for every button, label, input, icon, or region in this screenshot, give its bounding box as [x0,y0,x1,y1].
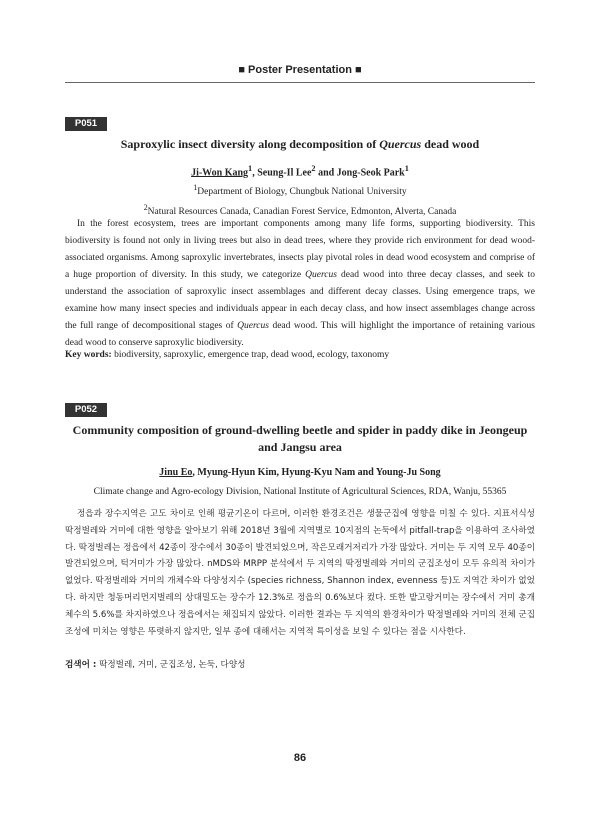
abstract-code-badge: P051 [65,117,107,131]
abstract-code-badge: P052 [65,403,107,417]
abstract-keywords: Key words: biodiversity, saproxylic, emergence trap, dead wood, ecology, taxonomy [65,350,390,360]
abstract-authors: Ji-Won Kang$^1$, Seung-Il Lee$^2$ and Jong-Seok Park$^1$ [191,164,409,179]
abstract-keywords: 검색어 : 딱정벌레, 거미, 군집조성, 논둑, 다양성 [65,660,246,670]
header-rule [65,82,535,83]
abstract-affiliation: Climate change and Agro-ecology Division, National Institute of Agricultural Sciences, RDA, Wanju, 55365 [93,487,507,497]
abstract-title: Saproxylic insect diversity along decomposition of Quercus dead wood [120,137,480,151]
abstract-authors: Jinu Eo, Myung-Hyun Kim, Hyung-Kyu Nam and Young-Ju Song [159,467,441,478]
page-number: 86 [293,752,307,764]
abstract-body: 정읍과 장수지역은 고도 차이로 인해 평균기온이 다르며, 이러한 환경조건은 생물군집에 영향을 미칠 수 있다. 지표서식성 딱정벌레와 거미에 대한 영향을 알아보기 위해 2018년 3월에 지역별로 10지점의 논둑에서 pitfall-trap을 이용하여 조사하였다. 딱정벌레는 정읍에서 42종이 장수에서 30종이 발견되었으며, 작은모래거저리가 가장 많았다. 거미는 두 지역 모두 40종이 발견되었으며, 턱거미가 가장 많았다. nMDS와 MRPP 분석에서 두 지역의 딱정벌레와 거미의 군집조성이 모두 유의적 차이가 없었다. 딱정벌레와 거미의 개체수와 다양성지수 (species richness, Shannon index, evenness 등)도 지역간 차이가 없었다. 하지만 청동머리먼지벌레의 상대밀도는 장수가 12.3%로 정읍의 0.6%보다 컸다. 또한 밭고랑거미는 장수에서 거미 총개체수의 5.6%를 차지하였으나 정읍에서는 채집되지 않았다. 이러한 결과는 두 지역의 환경차이가 딱정벌레와 거미의 전체 군집조성에 미치는 영향은 뚜렷하지 않지만, 일부 종에 대해서는 지역적 특이성을 보일 수 있다는 점을 시사한다. [65,509,535,637]
abstract-title: Community composition of ground-dwelling beetle and spider in paddy dike in Jeongeup and Jangsu area [72,423,528,454]
abstract-body: In the forest ecosystem, trees are important components among many life forms, supporting biodiversity. This biodiversity is found not only in living trees but also in dead trees, where they provide rich environment for dead wood-associated organisms. Among saproxylic invertebrates, insects play pivotal roles in dead wood ecosystem and comprise of a huge proportion of diversity. In this study, we categorize Quercus dead wood into three decay classes, and seek to understand the association of saproxylic insect assemblages and different decay classes. Using emergence traps, we examine how many insect species and individuals appear in each decay class, and how insect assemblages change across the full range of decompositional stages of Quercus dead wood. This will highlight the importance of retaining various dead wood to conserve saproxylic biodiversity. [65,219,535,348]
running-header: ■ Poster Presentation ■ [238,64,362,76]
abstract-affiliation: $^1$Department of Biology, Chungbuk National University $^2$Natural Resources Canada, Canadian Forest Service, Edmonton, Alverta, Canada [143,183,457,218]
